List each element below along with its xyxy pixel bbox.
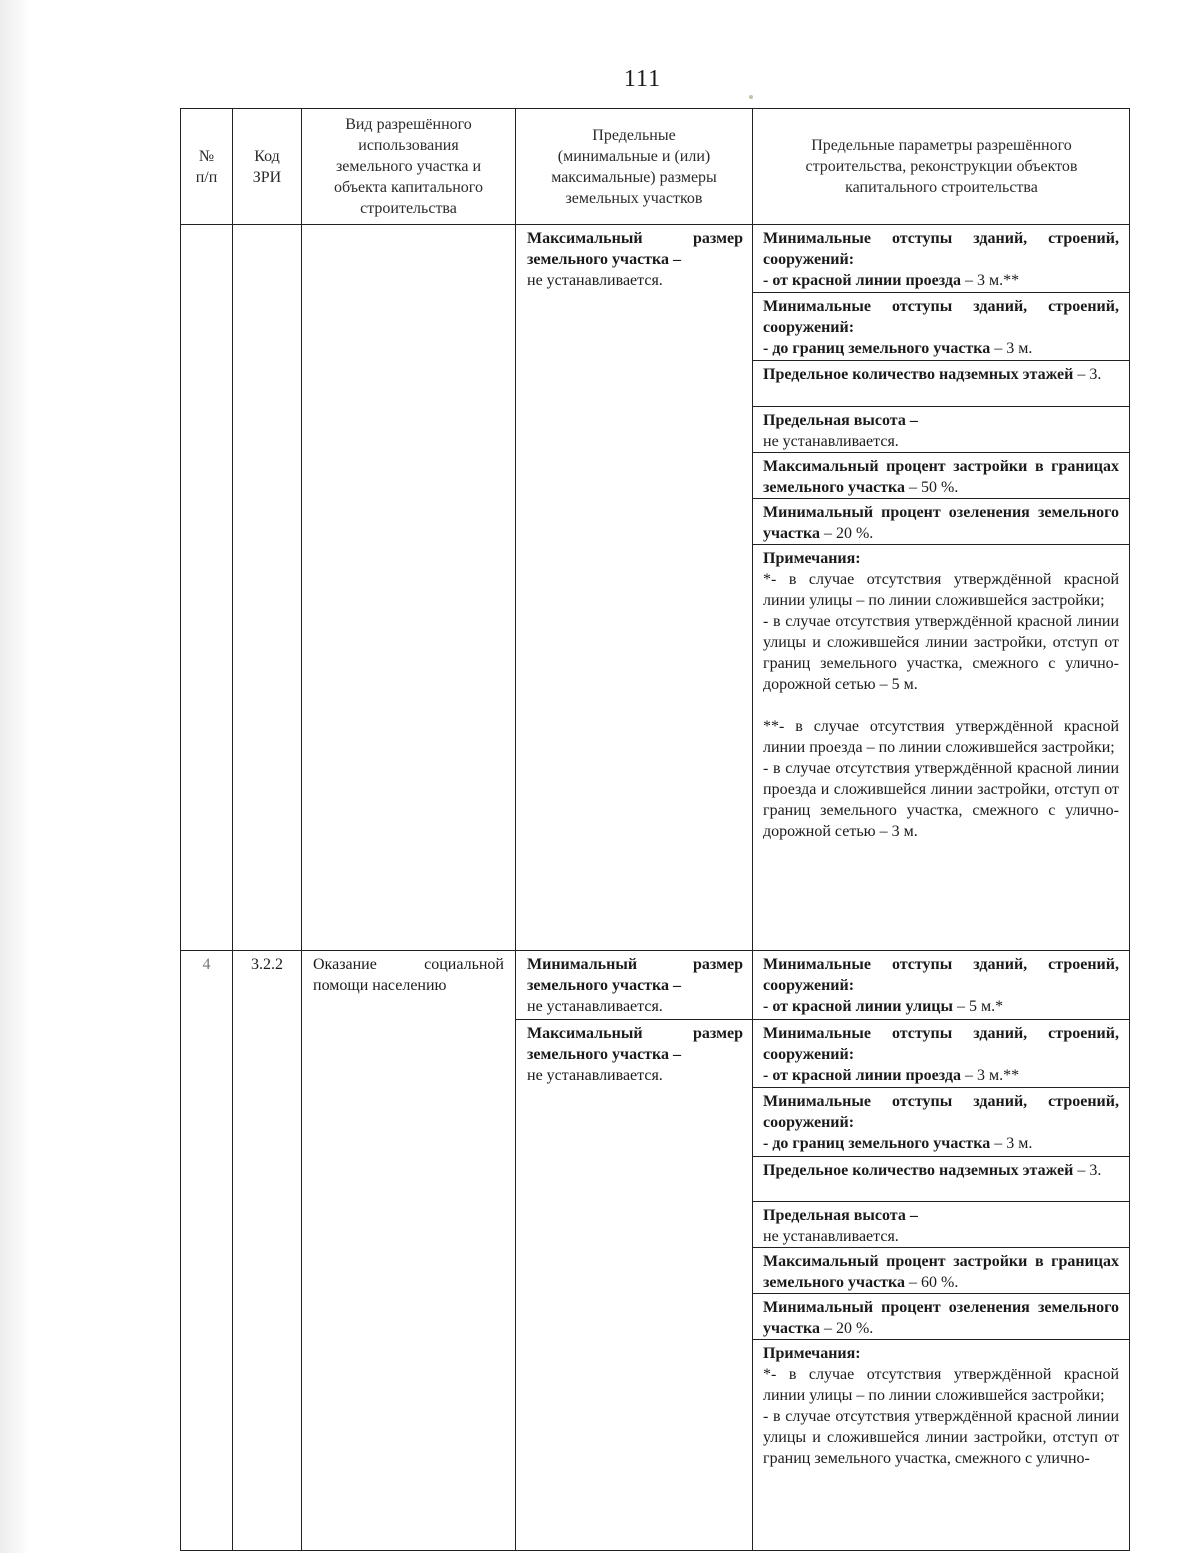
b-size-max: Максимальный размер земельного участка – не устанавливается. (527, 1025, 743, 1084)
b-size-min: Минимальный размер земельного участка – не устанавливается. (527, 956, 743, 1015)
row-divider (180, 950, 1130, 951)
scan-speck (749, 95, 753, 99)
a-param-coverage: Максимальный процент застройки в границах земельного участка – 50 %. (763, 458, 1119, 496)
param-divider (752, 452, 1130, 453)
b-param-greenery: Минимальный процент озеленения земельного участка – 20 %. (763, 1299, 1119, 1337)
b-use-name: Оказание социальной помощи населению (313, 956, 504, 994)
param-divider (752, 1247, 1130, 1248)
b-param-setback-boundary: Минимальные отступы зданий, строений, сооружений: - до границ земельного участка – 3 м. (763, 1093, 1119, 1152)
param-divider (752, 544, 1130, 545)
param-divider (752, 1293, 1130, 1294)
a-size-max: Максимальный размер земельного участка – не устанавливается. (527, 230, 743, 289)
param-divider (752, 1019, 1130, 1020)
b-code: 3.2.2 (251, 956, 283, 973)
param-divider (752, 292, 1130, 293)
param-divider (752, 1087, 1130, 1088)
a-param-setback-driveway: Минимальные отступы зданий, строений, сооружений: - от красной линии проезда – 3 м.** (763, 230, 1119, 289)
a-notes: Примечания: *- в случае отсутствия утверждённой красной линии улицы – по линии сложившейся застройки; - в случае отсутствия утверждённой красной линии улицы и сложившейся линии застройки, отступ от границ земельного участка, смежного с улично-дорожной сетью – 5 м. **- в случае отсутствия утверждённой красной линии проезда – по линии сложившейся застройки; - в случае отсутствия утверждённой красной линии проезда и сложившейся линии застройки, отступ от границ земельного участка, смежного с улично-дорожной сетью – 3 м. (763, 550, 1119, 840)
b-param-coverage: Максимальный процент застройки в границах земельного участка – 60 %. (763, 1253, 1119, 1291)
b-param-setback-street: Минимальные отступы зданий, строений, сооружений: - от красной линии улицы – 5 м.* (763, 956, 1119, 1015)
header-plot-size: Предельные (минимальные и (или) максимальные) размеры земельных участков (551, 126, 717, 207)
a-param-greenery: Минимальный процент озеленения земельного участка – 20 %. (763, 504, 1119, 542)
size-divider (515, 1019, 752, 1020)
a-param-setback-boundary: Минимальные отступы зданий, строений, сооружений: - до границ земельного участка – 3 м. (763, 298, 1119, 357)
b-param-height: Предельная высота – не устанавливается. (763, 1207, 918, 1245)
param-divider (752, 406, 1130, 407)
b-row-number: 4 (202, 956, 211, 973)
page-number: 111 (623, 66, 662, 92)
col-divider-2 (301, 108, 302, 1551)
b-param-setback-driveway: Минимальные отступы зданий, строений, сооружений: - от красной линии проезда – 3 м.** (763, 1025, 1119, 1084)
param-divider (752, 1339, 1130, 1340)
scan-edge (0, 0, 30, 1553)
col-divider-4 (752, 108, 753, 1551)
param-divider (752, 360, 1130, 361)
param-divider (752, 1156, 1130, 1157)
a-param-height: Предельная высота – не устанавливается. (763, 412, 918, 450)
header-bottom-line (180, 224, 1130, 225)
b-param-floors: Предельное количество надземных этажей – 3. (763, 1162, 1102, 1179)
b-notes: Примечания: *- в случае отсутствия утверждённой красной линии улицы – по линии сложившейся застройки; - в случае отсутствия утверждённой красной линии улицы и сложившейся линии застройки, отступ от границ земельного участка, смежного с улично- (763, 1345, 1119, 1467)
col-divider-1 (232, 108, 233, 1551)
a-param-floors: Предельное количество надземных этажей – 3. (763, 366, 1102, 383)
header-code: Код ЗРИ (252, 147, 282, 186)
param-divider (752, 1201, 1130, 1202)
header-parameters: Предельные параметры разрешённого строительства, реконструкции объектов капитального строительства (805, 137, 1078, 196)
param-divider (752, 498, 1130, 499)
header-use-type: Вид разрешённого использования земельного участка и объекта капитального строительства (334, 116, 483, 217)
header-num: № п/п (195, 147, 218, 186)
col-divider-3 (515, 108, 516, 1551)
